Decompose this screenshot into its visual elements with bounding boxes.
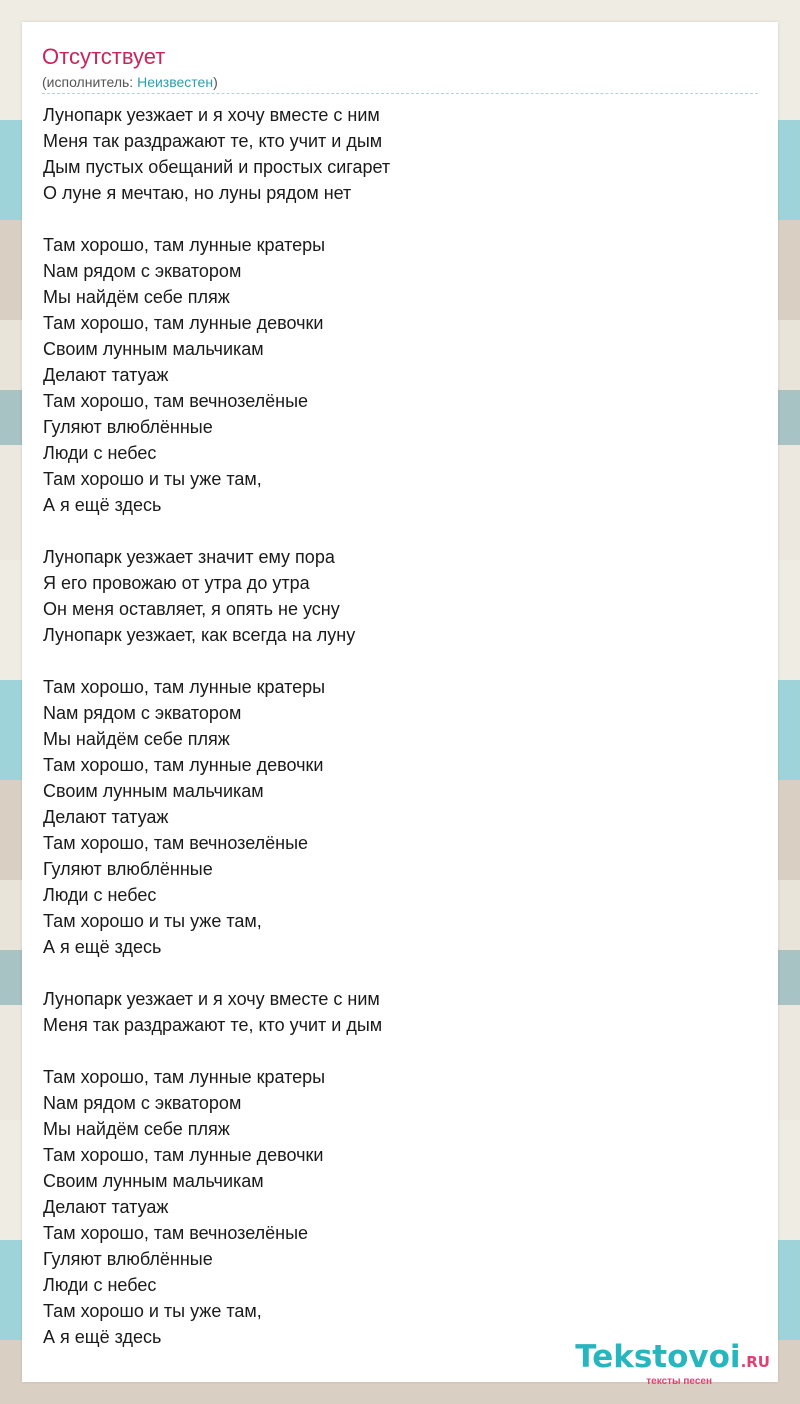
lyrics-stanza xyxy=(43,102,743,206)
lyrics-stanza xyxy=(43,1064,743,1350)
logo-tld: .RU xyxy=(740,1353,770,1371)
lyrics-card xyxy=(22,22,778,1382)
lyric-line: Лунопарк уезжает значит ему пора xyxy=(43,547,335,567)
lyric-line: Делают татуаж xyxy=(43,807,169,827)
lyric-line: Там хорошо, там лунные девочки xyxy=(43,1145,324,1165)
lyric-line: Своим лунным мальчикам xyxy=(43,1171,264,1191)
lyric-line: Лунопарк уезжает и я хочу вместе с ним xyxy=(43,989,380,1009)
logo-name: Tekstovoi xyxy=(575,1339,741,1375)
lyric-line: Гуляют влюблённые xyxy=(43,417,213,437)
lyrics-stanza xyxy=(43,986,743,1038)
lyric-line: Мы найдём себе пляж xyxy=(43,287,230,307)
lyric-line: Дым пустых обещаний и простых сигарет xyxy=(43,157,391,177)
lyric-line: Он меня оставляет, я опять не усну xyxy=(43,599,340,619)
lyric-line: Гуляют влюблённые xyxy=(43,1249,213,1269)
lyric-line: Nам рядом с экватором xyxy=(43,703,242,723)
artist-link[interactable]: Неизвестен xyxy=(137,74,214,90)
artist-prefix: (исполнитель: xyxy=(42,74,138,90)
artist-suffix: ) xyxy=(213,74,218,90)
song-title: Отсутствует xyxy=(42,44,166,69)
lyric-line: А я ещё здесь xyxy=(43,1327,162,1347)
lyric-line: Там хорошо, там лунные девочки xyxy=(43,313,324,333)
site-logo[interactable] xyxy=(575,1340,770,1387)
lyric-line: Там хорошо, там лунные кратеры xyxy=(43,677,326,697)
lyric-line: Делают татуаж xyxy=(43,1197,169,1217)
lyric-line: Там хорошо, там лунные кратеры xyxy=(43,1067,326,1087)
lyric-line: Там хорошо, там вечнозелёные xyxy=(43,391,309,411)
lyric-line: Nам рядом с экватором xyxy=(43,1093,242,1113)
lyric-line: Там хорошо, там лунные кратеры xyxy=(43,235,326,255)
lyric-line: Там хорошо и ты уже там, xyxy=(43,1301,262,1321)
lyric-line: Там хорошо, там лунные девочки xyxy=(43,755,324,775)
lyric-line: Я его провожаю от утра до утра xyxy=(43,573,310,593)
lyric-line: Лунопарк уезжает, как всегда на луну xyxy=(43,625,356,645)
lyric-line: Мы найдём себе пляж xyxy=(43,1119,230,1139)
header-divider xyxy=(42,93,758,94)
lyrics-stanza xyxy=(43,232,743,518)
lyric-line: Делают татуаж xyxy=(43,365,169,385)
lyric-line: Своим лунным мальчикам xyxy=(43,781,264,801)
lyric-line: А я ещё здесь xyxy=(43,937,162,957)
lyric-line: Люди с небес xyxy=(43,1275,157,1295)
lyric-line: Люди с небес xyxy=(43,443,157,463)
lyric-line: Nам рядом с экватором xyxy=(43,261,242,281)
lyric-line: Лунопарк уезжает и я хочу вместе с ним xyxy=(43,105,380,125)
logo-tagline: тексты песен xyxy=(646,1376,712,1387)
lyrics-stanza xyxy=(43,674,743,960)
lyric-line: О луне я мечтаю, но луны рядом нет xyxy=(43,183,352,203)
lyric-line: Своим лунным мальчикам xyxy=(43,339,264,359)
lyric-line: Там хорошо и ты уже там, xyxy=(43,911,262,931)
lyric-line: Там хорошо, там вечнозелёные xyxy=(43,1223,309,1243)
lyrics-text xyxy=(43,102,743,1376)
lyrics-stanza xyxy=(43,544,743,648)
lyric-line: Меня так раздражают те, кто учит и дым xyxy=(43,1015,383,1035)
lyric-line: А я ещё здесь xyxy=(43,495,162,515)
lyric-line: Гуляют влюблённые xyxy=(43,859,213,879)
lyric-line: Там хорошо, там вечнозелёные xyxy=(43,833,309,853)
lyric-line: Там хорошо и ты уже там, xyxy=(43,469,262,489)
lyric-line: Мы найдём себе пляж xyxy=(43,729,230,749)
lyric-line: Меня так раздражают те, кто учит и дым xyxy=(43,131,383,151)
lyric-line: Люди с небес xyxy=(43,885,157,905)
logo-wordmark xyxy=(575,1340,770,1379)
artist-line xyxy=(42,73,218,91)
